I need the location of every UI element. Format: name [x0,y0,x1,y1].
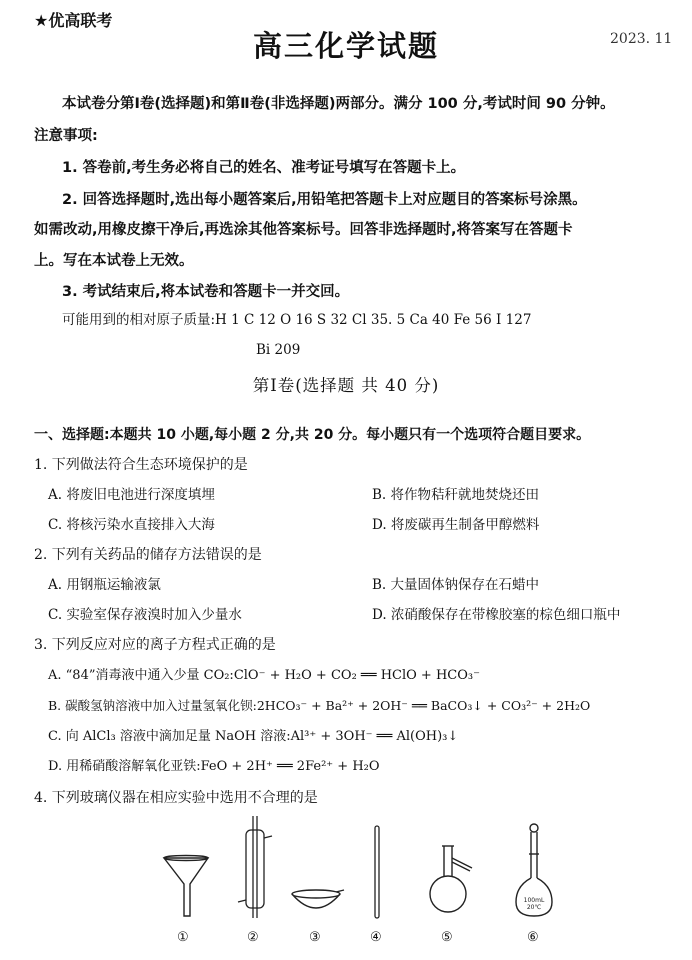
figure-label-3: ③ [309,930,321,945]
note-2: 2. 回答选择题时,选出每小题答案后,用铅笔把答题卡上对应题目的答案标号涂黑。 [62,192,587,208]
figure-label-5: ⑤ [441,930,453,945]
atomic-masses-cont: Bi 209 [256,342,301,358]
flask-volume-label: 100mL [523,897,545,904]
q1-option-c: C. 将核污染水直接排入大海 [48,517,215,533]
note-1: 1. 答卷前,考生务必将自己的姓名、准考证号填写在答题卡上。 [62,160,466,176]
figure-label-2: ② [247,930,259,945]
q3-option-a: A. “84”消毒液中通入少量 CO₂:ClO⁻ + H₂O + CO₂ ══ HClO + HCO₃⁻ [48,668,480,683]
glassware-figure [150,806,570,928]
evaporating-dish-icon [292,890,344,908]
q3-option-d: D. 用稀硝酸溶解氧化亚铁:FeO + 2H⁺ ══ 2Fe²⁺ + H₂O [48,759,380,774]
figure-label-6: ⑥ [527,930,539,945]
q2-option-b: B. 大量固体钠保存在石蜡中 [372,577,540,593]
q1-option-d: D. 将废碳再生制备甲醇燃料 [372,517,540,533]
condenser-icon [238,816,272,918]
note-2-cont: 如需改动,用橡皮擦干净后,再选涂其他答案标号。回答非选择题时,将答案写在答题卡 [34,222,573,238]
section-title: 第Ⅰ卷(选择题 共 40 分) [252,376,440,395]
question-3-stem: 3. 下列反应对应的离子方程式正确的是 [34,637,276,653]
distillation-flask-icon [430,846,472,912]
exam-date: 2023. 11 [610,31,673,47]
q2-option-c: C. 实验室保存液溴时加入少量水 [48,607,242,623]
notes-heading: 注意事项: [34,128,98,144]
q1-option-a: A. 将废旧电池进行深度填埋 [48,487,215,503]
funnel-icon [164,856,208,917]
part-heading: 一、选择题:本题共 10 小题,每小题 2 分,共 20 分。每小题只有一个选项符合题目要求。 [34,427,591,443]
page-title: 高三化学试题 [252,29,439,63]
glass-rod-icon [375,826,379,918]
question-4-stem: 4. 下列玻璃仪器在相应实验中选用不合理的是 [34,790,318,806]
q3-option-b: B. 碳酸氢钠溶液中加入过量氢氧化钡:2HCO₃⁻ + Ba²⁺ + 2OH⁻ ══ BaCO₃↓ + CO₃²⁻ + 2H₂O [48,698,591,713]
q2-option-a: A. 用钢瓶运输液氯 [48,577,161,593]
q2-option-d: D. 浓硝酸保存在带橡胶塞的棕色细口瓶中 [372,607,621,623]
atomic-masses: 可能用到的相对原子质量:H 1 C 12 O 16 S 32 Cl 35. 5 Ca 40 Fe 56 I 127 [62,312,532,328]
flask-temp-label: 20℃ [526,904,542,911]
exam-badge: ★优高联考 [34,11,113,30]
note-2-cont2: 上。写在本试卷上无效。 [34,253,194,269]
question-2-stem: 2. 下列有关药品的储存方法错误的是 [34,547,262,563]
intro-text: 本试卷分第Ⅰ卷(选择题)和第Ⅱ卷(非选择题)两部分。满分 100 分,考试时间 90 分钟。 [62,96,615,112]
note-3: 3. 考试结束后,将本试卷和答题卡一并交回。 [62,284,350,300]
figure-label-4: ④ [370,930,382,945]
question-1-stem: 1. 下列做法符合生态环境保护的是 [34,457,248,473]
figure-label-1: ① [177,930,189,945]
q3-option-c: C. 向 AlCl₃ 溶液中滴加足量 NaOH 溶液:Al³⁺ + 3OH⁻ ══ Al(OH)₃↓ [48,729,459,744]
q1-option-b: B. 将作物秸秆就地焚烧还田 [372,487,540,503]
